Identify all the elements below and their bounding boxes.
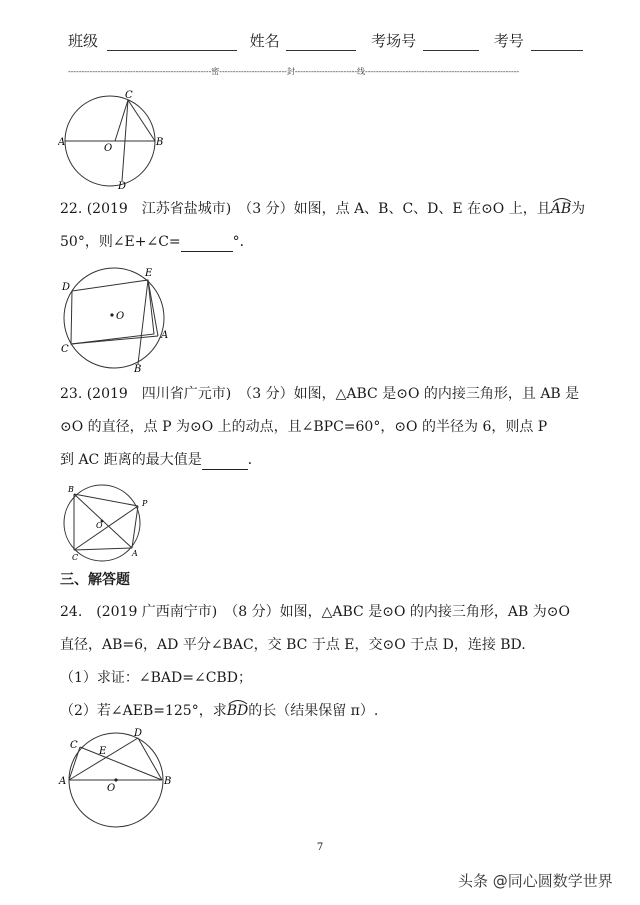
- q24-part2: （2）若∠AEB=125°，求 BD的长（结果保留 π）.: [60, 701, 378, 721]
- seal-line: [68, 66, 568, 77]
- name-label: 姓名: [249, 32, 280, 50]
- label-d: D: [62, 282, 71, 293]
- seal-dashes: -----------------------: [294, 67, 358, 76]
- arc-symbol-icon: [551, 197, 573, 203]
- arc-bd: BD: [227, 701, 249, 721]
- seal-dashes: -----------------------------------------------------: [68, 67, 212, 76]
- label-o: O: [107, 783, 116, 794]
- q23-line2: ⊙O 的直径，点 P 为⊙O 上的动点，且∠BPC=60°，⊙O 的半径为 6，则点 P: [60, 419, 548, 435]
- figure-q22: [58, 264, 176, 374]
- label-b: B: [164, 776, 172, 787]
- seal-dashes: -------------------------: [219, 67, 287, 76]
- q24-line1: 24. (2019 广西南宁市) （8 分）如图，△ABC 是⊙O 的内接三角形，AB 为⊙O: [60, 604, 570, 620]
- q23-answer-blank[interactable]: [202, 453, 248, 470]
- q22-text: 22. (2019 江苏省盐城市) （3 分）如图，点 A、B、C、D、E 在⊙O 上，且: [60, 201, 551, 217]
- page-number: 7: [316, 842, 324, 853]
- room-blank[interactable]: [423, 34, 479, 51]
- q22-answer-blank[interactable]: [181, 235, 233, 252]
- arc-symbol-icon: [227, 699, 249, 705]
- arc-ab: AB: [551, 199, 571, 219]
- label-p: P: [142, 499, 148, 508]
- segment-ca: [74, 548, 132, 550]
- label-o: O: [96, 521, 103, 530]
- label-c: C: [61, 344, 69, 355]
- q22-line1: 22. (2019 江苏省盐城市) （3 分）如图，点 A、B、C、D、E 在⊙O 上，且 AB为: [60, 199, 585, 219]
- segment-cb: [128, 100, 155, 141]
- seal-xian: 线: [357, 67, 366, 76]
- figure-q21: [58, 88, 168, 194]
- seal-dashes: ---------------------------------------------------------: [365, 67, 520, 76]
- label-b: B: [134, 364, 142, 374]
- q23-line3: 到 AC 距离的最大值是 ．: [60, 452, 262, 468]
- seal-mi: 密: [211, 67, 220, 76]
- label-a: A: [161, 330, 169, 341]
- section-title: 三、解答题: [60, 572, 130, 588]
- name-blank[interactable]: [286, 34, 356, 51]
- exam-header: [68, 30, 568, 54]
- label-e: E: [99, 746, 107, 757]
- label-a: A: [132, 549, 138, 558]
- label-c: C: [72, 553, 79, 562]
- q24-line2: 直径，AB=6，AD 平分∠BAC，交 BC 于点 E，交⊙O 于点 D，连接 BD.: [60, 637, 526, 653]
- segment-ad: [69, 738, 138, 780]
- label-c: C: [125, 90, 133, 101]
- center-dot: [110, 313, 113, 316]
- label-e: E: [145, 268, 153, 279]
- label-o: O: [104, 143, 113, 154]
- label-b: B: [156, 137, 164, 148]
- label-d: D: [134, 728, 143, 739]
- seat-label: 考号: [493, 32, 524, 50]
- segment-ac: [71, 336, 158, 344]
- figure-q24: [58, 728, 174, 828]
- watermark: 头条 @同心圆数学世界: [458, 872, 613, 890]
- label-a: A: [59, 776, 67, 787]
- label-b: B: [68, 485, 74, 494]
- room-label: 考场号: [371, 32, 417, 50]
- label-a: A: [58, 137, 66, 148]
- segment-ac: [69, 747, 80, 780]
- q23-line1: 23. (2019 四川省广元市) （3 分）如图，△ABC 是⊙O 的内接三角形，且 AB 是: [60, 386, 580, 402]
- segment-eb: [138, 280, 148, 364]
- q22-line2: 50°，则∠E+∠C= °．: [60, 234, 254, 250]
- q24-part1: （1）求证：∠BAD=∠CBD；: [60, 670, 252, 686]
- label-o: O: [116, 311, 125, 322]
- label-d: D: [118, 181, 127, 192]
- center-dot: [114, 778, 117, 781]
- segment-pc: [74, 506, 138, 550]
- class-label: 班级: [68, 32, 99, 50]
- seal-feng: 封: [286, 67, 295, 76]
- label-c: C: [70, 740, 78, 751]
- segment-cb: [80, 747, 162, 780]
- seat-blank[interactable]: [531, 34, 583, 51]
- class-blank[interactable]: [107, 34, 237, 51]
- figure-q23: [60, 480, 160, 566]
